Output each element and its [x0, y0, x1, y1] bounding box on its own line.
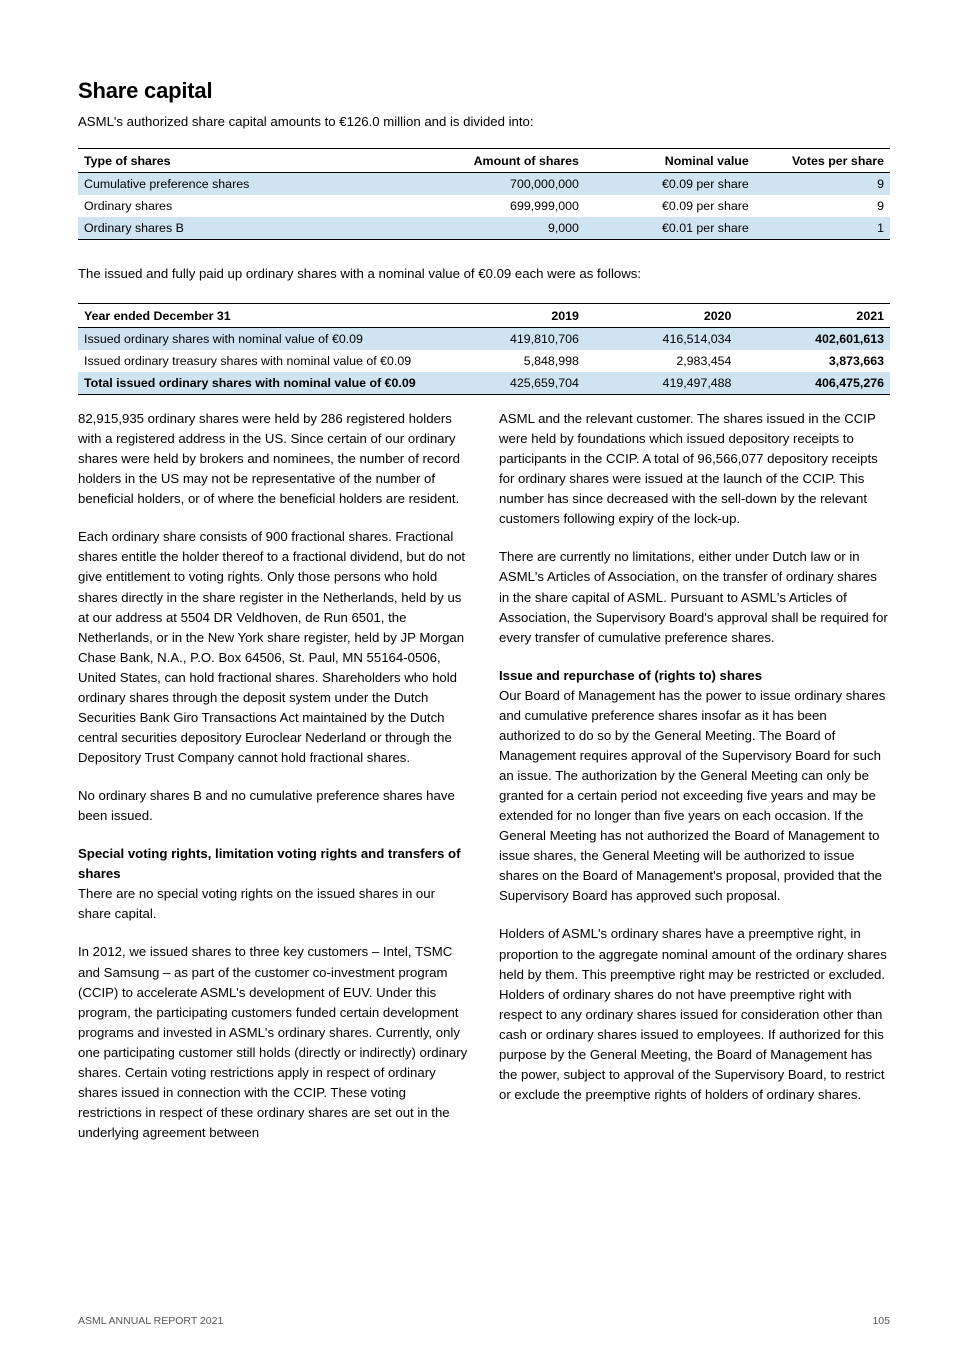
- header-amount-of-shares: Amount of shares: [385, 148, 585, 172]
- cell-amount: 699,999,000: [510, 198, 579, 213]
- right-column: [499, 409, 890, 1161]
- cell-nominal: €0.01 per share: [585, 217, 755, 240]
- cell-nominal: €0.09 per share: [661, 198, 749, 213]
- cell-nominal: €0.09 per share: [585, 172, 755, 195]
- paragraph-no-special-voting: There are no special voting rights on the issued shares in our share capital.: [78, 886, 435, 922]
- header-2019: 2019: [432, 303, 585, 327]
- header-votes-per-share: Votes per share: [755, 148, 890, 172]
- cell-total-2020: 419,497,488: [585, 372, 738, 395]
- table-row: [78, 195, 890, 217]
- cell-label: Issued ordinary treasury shares with nominal value of €0.09: [84, 353, 412, 368]
- cell-type: Cumulative preference shares: [78, 172, 385, 195]
- document-page: [78, 0, 890, 1365]
- cell-votes: 1: [755, 217, 890, 240]
- cell-amount: 700,000,000: [385, 172, 585, 195]
- share-capital-table: [78, 148, 890, 240]
- body-columns: [78, 409, 890, 1161]
- paragraph-board-power-issue: Our Board of Management has the power to issue ordinary shares and cumulative preference shares insofar as it has been authorized to do so by the General Meeting. The Board of Management requires approval of the Supervisory Board for such an issue. The authorization by the General Meeting can only be granted for a certain period not exceeding five years and may be extended for no longer than five years on each occasion. If the General Meeting has not authorized the Board of Management to issue shares, the General Meeting will be authorized to issue shares on the Board of Management's proposal, provided that the Supervisory Board has approved such proposal.: [499, 687, 886, 904]
- cell-2020: 2,983,454: [676, 353, 732, 368]
- issued-shares-table-body: [78, 327, 890, 394]
- paragraph-transfer-limitations: There are currently no limitations, either under Dutch law or in ASML's Articles of Association, on the transfer of ordinary shares in the share capital of ASML. Pursuant to ASML's Articles of Association, the Supervisory Board's approval shall be required for every transfer of cumulative preference shares.: [499, 549, 888, 645]
- cell-2020: 416,514,034: [585, 327, 738, 350]
- cell-2019: 5,848,998: [523, 353, 579, 368]
- paragraph-ccip: In 2012, we issued shares to three key customers – Intel, TSMC and Samsung – as part of the customer co-investment program (CCIP) to accelerate ASML's development of EUV. Under this program, the participating customers funded certain development programs and invested in ASML's ordinary shares. Currently, only one participating customer still holds (directly or indirectly) ordinary shares. Certain voting restrictions apply in respect of ordinary shares issued in connection with the CCIP. These voting restrictions in respect of these ordinary shares are set out in the underlying agreement between: [78, 944, 468, 1140]
- page-title: Share capital: [78, 78, 213, 103]
- table-row: [78, 172, 890, 195]
- cell-votes: 9: [755, 172, 890, 195]
- header-2021: 2021: [737, 303, 890, 327]
- intro-paragraph: ASML's authorized share capital amounts to €126.0 million and is divided into:: [78, 114, 534, 129]
- paragraph-preemptive-rights: Holders of ASML's ordinary shares have a preemptive right, in proportion to the aggregate nominal amount of the ordinary shares held by them. This preemptive right may be restricted or excluded. Holders of ordinary shares do not have preemptive right with respect to any ordinary shares issued for consideration other than cash or ordinary shares issued to employees. If authorized for this purpose by the General Meeting, the Board of Management has the power, subject to approval of the Supervisory Board, to restrict or exclude the preemptive rights of holders of ordinary shares.: [499, 926, 887, 1102]
- cell-label: Issued ordinary shares with nominal value of €0.09: [78, 327, 432, 350]
- header-year-ended: Year ended December 31: [78, 303, 432, 327]
- issued-shares-lead: The issued and fully paid up ordinary shares with a nominal value of €0.09 each were as follows:: [78, 265, 641, 281]
- footer-report-name: ASML ANNUAL REPORT 2021: [78, 1315, 224, 1327]
- cell-type: Ordinary shares B: [78, 217, 385, 240]
- cell-type: Ordinary shares: [84, 198, 173, 213]
- cell-2019: 419,810,706: [432, 327, 585, 350]
- table-row: [78, 350, 890, 372]
- issued-shares-table-header: [78, 303, 890, 327]
- cell-total-2021: 406,475,276: [737, 372, 890, 395]
- header-2020: 2020: [585, 303, 738, 327]
- cell-total-label: Total issued ordinary shares with nominal value of €0.09: [78, 372, 432, 395]
- paragraph-fractional-shares: Each ordinary share consists of 900 fractional shares. Fractional shares entitle the holder thereof to a fractional dividend, but do not give entitlement to voting rights. Only those persons who hold shares directly in the share register in the Netherlands, held by us at our address at 5504 DR Veldhoven, de Run 6501, the Netherlands, or in the New York share register, held by JP Morgan Chase Bank, N.A., P.O. Box 64506, St. Paul, MN 55164-0506, United States, can hold fractional shares. Shareholders who hold ordinary shares through the deposit system under the Dutch Securities Bank Giro Transactions Act maintained by the Dutch central securities depository Euroclear Nederland or through the Depository Trust Company cannot hold fractional shares.: [78, 529, 466, 765]
- cell-votes: 9: [877, 198, 884, 213]
- heading-issue-and-repurchase: Issue and repurchase of (rights to) shares: [499, 667, 763, 683]
- cell-total-2019: 425,659,704: [432, 372, 585, 395]
- paragraph-registered-holders: 82,915,935 ordinary shares were held by 286 registered holders with a registered address in the US. Since certain of our ordinary shares were held by brokers and nominees, the number of record holders in the US may not be representative of the number of beneficial holders, or of where the beneficial holders are resident.: [78, 411, 460, 507]
- share-capital-table-header: [78, 148, 890, 172]
- cell-amount: 9,000: [385, 217, 585, 240]
- paragraph-ccip-continued: ASML and the relevant customer. The shares issued in the CCIP were held by foundations which issued depository receipts to participants in the CCIP. A total of 96,566,077 depository receipts for ordinary shares were issued at the launch of the CCIP. This number has since decreased with the sell-down by the relevant customers following expiry of the lock-up.: [499, 411, 878, 527]
- issued-shares-table: [78, 303, 890, 395]
- left-column: [78, 409, 469, 1161]
- cell-2021: 402,601,613: [737, 327, 890, 350]
- header-nominal-value: Nominal value: [585, 148, 755, 172]
- share-capital-table-body: [78, 172, 890, 239]
- table-total-row: [78, 372, 890, 395]
- cell-2021: 3,873,663: [828, 353, 884, 368]
- heading-special-voting-rights: Special voting rights, limitation voting rights and transfers of shares: [78, 846, 461, 882]
- paragraph-no-shares-b: No ordinary shares B and no cumulative preference shares have been issued.: [78, 788, 455, 824]
- page-footer: [78, 1315, 890, 1327]
- table-row: [78, 217, 890, 240]
- header-type-of-shares: Type of shares: [78, 148, 385, 172]
- footer-page-number: 105: [872, 1315, 890, 1327]
- table-header-row: [78, 303, 890, 327]
- table-header-row: [78, 148, 890, 172]
- table-row: [78, 327, 890, 350]
